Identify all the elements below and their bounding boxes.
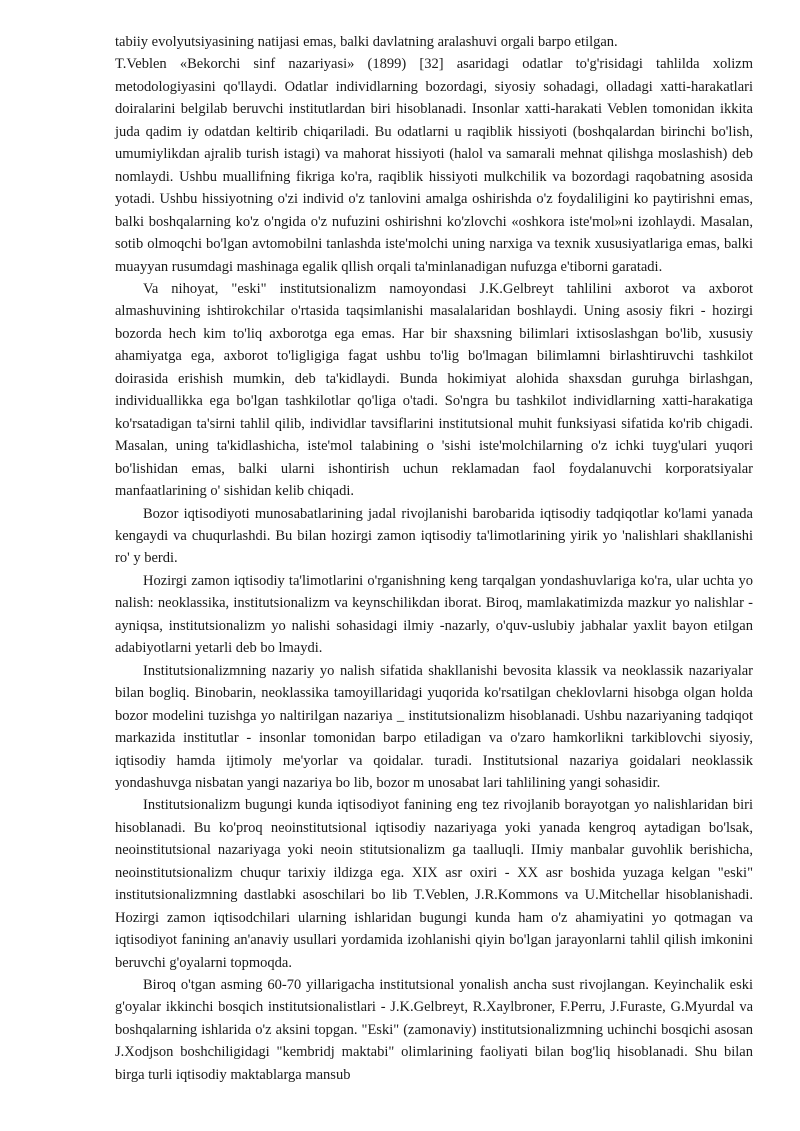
document-page	[115, 31, 753, 1086]
paragraph-2: T.Veblen «Bekorchi sinf nazariyasi» (1899) [32] asaridagi odatlar to'g'risidagi tahlilda xolizm metodologiyasini qo'llaydi. Odatlar individlarning bozordagi, siyosiy sohadagi, olladagi xatti-harakatlari doiralarini belgilab beruvchi institutlardan biri hisoblanadi. Insonlar xatti-harakati Veblen tomonidan ikkita juda qadim iy odatdan keltirib chiqariladi. Bu odatlarni u raqiblik hissiyoti (boshqalardan birinchi bo'lish, umumiylikdan ajralib turish istagi) va mahorat hissiyoti (halol va samarali mehnat qilishga moslashish) deb nomlaydi. Ushbu muallifning fikriga ko'ra, raqiblik hissiyoti mulkchilik va bozordagi raqobatning asosida yotadi. Ushbu hissiyotning o'zi individ o'z tanlovini amalga oshirishda o'z foydaliligini ko paytirishni emas, balki boshqalarning ko'z o'ngida o'z nufuzini oshirishni ko'zlovchi «oshkora iste'mol»ni izohlaydi. Masalan, sotib olmoqchi bo'lgan avtomobilni tanlashda iste'molchi uning narxiga va texnik xususiyatlariga emas, balki muayyan rusumdagi mashinaga egalik qllish orqali ta'minlanadigan nufuzga e'tiborni garatadi.	[115, 56, 753, 275]
paragraph-7: Institutsionalizm bugungi kunda iqtisodiyot fanining eng tez rivojlanib borayotgan yo nalishlaridan biri hisoblanadi. Bu ko'proq neoinstitutsional iqtisodiy nazariyaga yoki yanada kengroq aytadigan bo'lsak, neoinstitutsional nazariyaga yoki neoin stitutsionalizm ga taalluqli. IImiy manbalar guvohlik berishicha, neoinstitutsionalizm chuqur tarixiy ildizga ega. XIX asr oxiri - XX asr boshida yuzaga kelgan "eski" institutsionalizmning dastlabki asoschilari bo lib T.Veblen, J.R.Kommons va U.Mitchellar hisoblanishadi. Hozirgi zamon iqtisodchilari ularning ishlaridan bugungi kunda ham o'z ahamiyatini yo qotmagan va iqtisodiyot fanining an'anaviy usullari yordamida izohlanishi qiyin bo'lgan jarayonlarni tahlil qilish imkonini beruvchi g'oyalarni topmoqda.	[115, 797, 753, 971]
paragraph-4: Bozor iqtisodiyoti munosabatlarining jadal rivojlanishi barobarida iqtisodiy tadqiqotlar ko'lami yanada kengaydi va chuqurlashdi. Bu bilan hozirgi zamon iqtisodiy ta'limotlarining yirik yo 'nalishlari shakllanishi ro' y berdi.	[115, 505, 753, 567]
paragraph-1: tabiiy evolyutsiyasining natijasi emas, balki davlatning aralashuvi orgali barpo etilgan.	[115, 34, 618, 50]
paragraph-8: Biroq o'tgan asming 60-70 yillarigacha institutsional yonalish ancha sust rivojlangan. Keyinchalik eski g'oyalar ikkinchi bosqich institutsionalistlari - J.K.Gelbreyt, R.Xaylbroner, F.Perru, J.Furaste, G.Myurdal va boshqalarning ishlarida o'z aksini topgan. "Eski" (zamonaviy) institutsionalizmning uchinchi bosqichi asosan J.Xodjson boshchiligidagi "kembridj maktabi" olimlarining faoliyati bilan bog'liq hisoblanadi. Shu bilan birga turli iqtisodiy maktablarga mansub	[115, 977, 753, 1083]
paragraph-6: Institutsionalizmning nazariy yo nalish sifatida shakllanishi bevosita klassik va neoklassik nazariyalar bilan bogliq. Binobarin, neoklassika tamoyillaridagi yuqorida ko'rsatilgan cheklovlarni hisobga olgan holda bozor modelini tuzishga yo naltirilgan nazariya _ institutsionalizm hisoblanadi. Ushbu nazariyaning tadqiqot markazida institutlar - insonlar tomonidan barpo etiladigan va o'zaro hamkorlikni tarkiblovchi siyosiy, iqtisodiy hamda ijtimoly me'yorlar va qoidalar. turadi. Institutsional nazariya goidalari neoklassik yondashuvga nisbatan yangi nazariya bo lib, bozor m unosabat lari tahlilining yangi sohasidir.	[115, 662, 753, 791]
paragraph-5: Hozirgi zamon iqtisodiy ta'limotlarini o'rganishning keng tarqalgan yondashuvlariga ko'ra, ular uchta yo nalish: neoklassika, institutsionalizm va keynschilikdan iborat. Biroq, mamlakatimizda mazkur yo nalishlar - ayniqsa, institutsionalizm yo nalishi sohasidagi ilmiy -nazarly, o'quv-uslubiy jabhalar yaxlit bayon etilgan adabiyotlarni yetarli deb bo lmaydi.	[115, 572, 753, 657]
paragraph-3: Va nihoyat, "eski" institutsionalizm namoyondasi J.K.Gelbreyt tahlilini axborot va axborot almashuvining ishtirokchilar o'rtasida taqsimlanishi masalalaridan boshlaydi. Uning asosiy fikri - hozirgi bozorda hech kim to'liq axborotga ega emas. Har bir shaxsning bilimlari ixtisoslashgan bo'lib, xususiy ahamiyatga ega, axborot to'ligligiga fagat ushbu to'lig bo'lmagan bilimlamni birlashtiruvchi tashkilot doirasida erishish mumkin, deb ta'kidlaydi. Bunda hokimiyat alohida shaxsdan guruhga birlashgan, individuallikka ega bo'lgan tashkilotlar qo'liga o'tadi. So'ngra bu tashkilot individlarning xatti-harakatiga ko'rsatadigan ta'sirni tahlil qilib, individlar tavsiflarini institutsional muhit funksiyasi sifatida ko'rib chigadi. Masalan, uning ta'kidlashicha, iste'mol talabining o 'sishi iste'molchilarning o'z ichki tuyg'ulari yuqori bo'lishidan emas, balki ularni ishontirish uchun reklamadan faol foydalanuvchi korporatsiyalar manfaatlarining o' sishidan kelib chiqadi.	[115, 280, 753, 500]
